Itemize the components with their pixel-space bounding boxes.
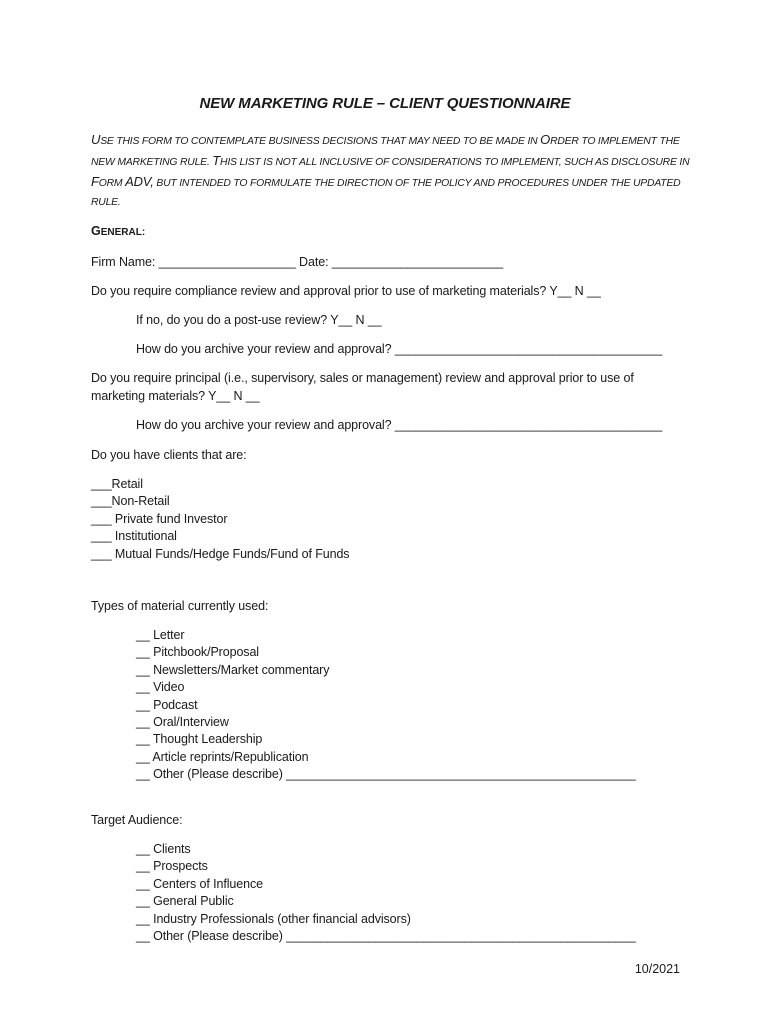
list-item-audience[interactable]: __ Other (Please describe) ___________________________________________________ xyxy=(136,929,636,944)
list-item-audience[interactable]: __ Prospects xyxy=(136,859,208,874)
question-compliance-review[interactable]: Do you require compliance review and approval prior to use of marketing materials? Y__ N __ xyxy=(91,284,601,298)
document-title: NEW MARKETING RULE – CLIENT QUESTIONNAIRE xyxy=(199,95,571,112)
question-principal-review-line2[interactable]: marketing materials? Y__ N __ xyxy=(91,389,260,403)
intro-cap: F xyxy=(91,174,99,189)
list-item-material[interactable]: __ Pitchbook/Proposal xyxy=(136,645,259,660)
list-item-audience[interactable]: __ Centers of Influence xyxy=(136,876,263,891)
list-item-material[interactable]: __ Podcast xyxy=(136,697,198,712)
intro-text: BUT INTENDED TO FORMULATE THE DIRECTION OF THE POLICY AND PROCEDURES UNDER THE UPDATED RULE. xyxy=(91,178,681,208)
list-item-material[interactable]: __ Article reprints/Republication xyxy=(136,749,309,764)
materials-list xyxy=(136,627,636,784)
audience-list xyxy=(136,841,636,945)
heading-rest: ENERAL: xyxy=(100,227,146,238)
list-item-material[interactable]: __ Video xyxy=(136,680,185,695)
question-client-types: Do you have clients that are: xyxy=(91,448,247,462)
list-item-material[interactable]: __ Oral/Interview xyxy=(136,715,229,730)
firm-date-line[interactable]: Firm Name: ____________________ Date: _________________________ xyxy=(91,255,504,269)
list-item-material[interactable]: __ Newsletters/Market commentary xyxy=(136,662,330,677)
list-item-client-type[interactable]: ___Non-Retail xyxy=(91,494,170,509)
materials-label: Types of material currently used: xyxy=(91,599,269,613)
client-type-list xyxy=(91,476,349,563)
list-item-material[interactable]: __ Thought Leadership xyxy=(136,732,263,747)
list-item-client-type[interactable]: ___Retail xyxy=(91,477,143,491)
intro-text: ORM xyxy=(98,178,126,189)
list-item-client-type[interactable]: ___ Institutional xyxy=(91,529,177,544)
list-item-material[interactable]: __ Letter xyxy=(136,628,185,642)
intro-text: RDER TO IMPLEMENT THE NEW MARKETING RULE. xyxy=(91,136,680,168)
question-post-use-review[interactable]: If no, do you do a post-use review? Y__ N __ xyxy=(136,313,382,327)
intro-text: HIS LIST IS NOT ALL INCLUSIVE OF CONSIDERATIONS TO IMPLEMENT, SUCH AS DISCLOSURE IN xyxy=(220,157,690,168)
list-item-audience[interactable]: __ Industry Professionals (other financial advisors) xyxy=(136,911,411,926)
heading-cap: G xyxy=(91,224,101,238)
intro-paragraph xyxy=(91,130,691,212)
question-archive-review-principal[interactable]: How do you archive your review and approval? _______________________________________ xyxy=(136,418,663,432)
list-item-client-type[interactable]: ___ Private fund Investor xyxy=(91,511,228,526)
list-item-client-type[interactable]: ___ Mutual Funds/Hedge Funds/Fund of Funds xyxy=(91,546,350,561)
question-archive-review[interactable]: How do you archive your review and approval? _______________________________________ xyxy=(136,342,663,356)
question-principal-review-line1: Do you require principal (i.e., supervisory, sales or management) review and approval prior to use of xyxy=(91,371,634,385)
audience-label: Target Audience: xyxy=(91,813,183,827)
footer-date: 10/2021 xyxy=(634,962,680,976)
list-item-audience[interactable]: __ Clients xyxy=(136,842,191,856)
intro-cap: O xyxy=(540,132,551,147)
intro-text: SE THIS FORM TO CONTEMPLATE BUSINESS DECISIONS THAT MAY NEED TO BE MADE IN xyxy=(100,136,541,147)
list-item-audience[interactable]: __ General Public xyxy=(136,894,234,909)
list-item-material[interactable]: __ Other (Please describe) ___________________________________________________ xyxy=(136,767,636,782)
intro-cap: U xyxy=(91,132,101,147)
intro-cap: ADV, xyxy=(125,174,154,189)
section-heading-general xyxy=(91,224,145,238)
intro-cap: T xyxy=(212,153,221,168)
